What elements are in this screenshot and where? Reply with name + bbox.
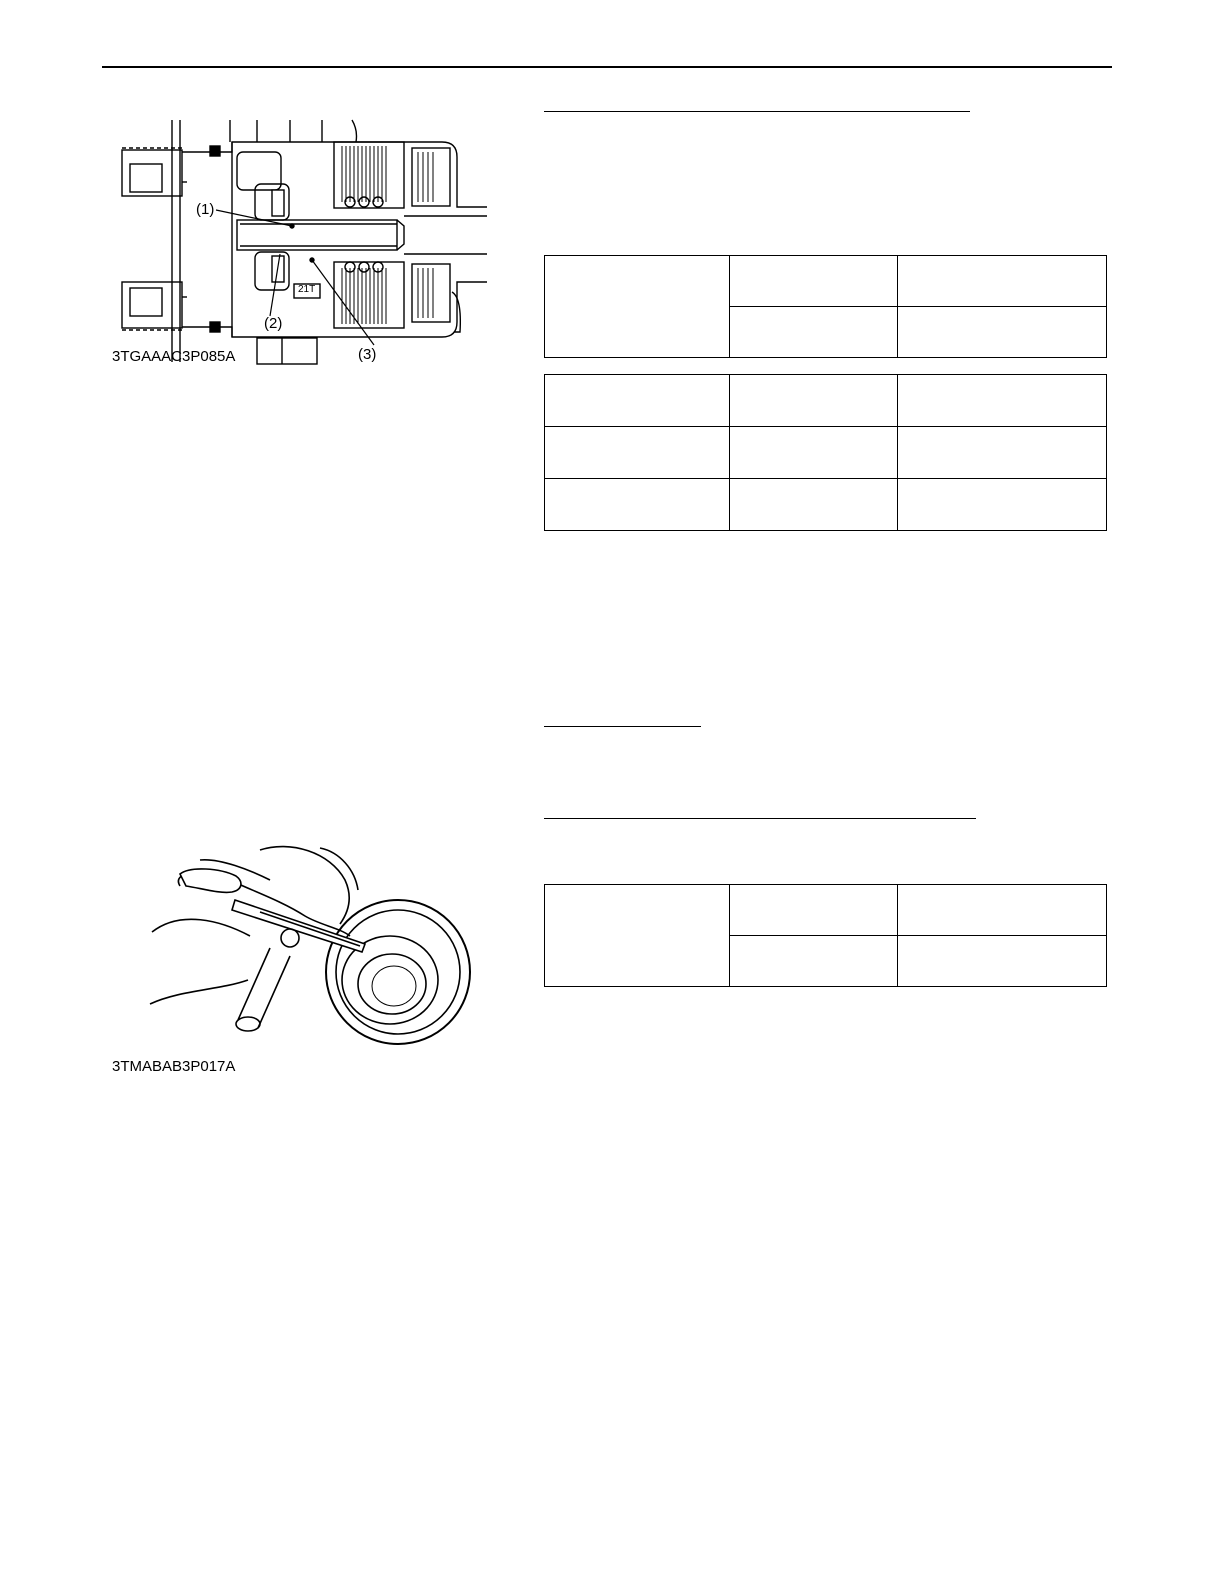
table-2-cell [898,375,1107,427]
table-2-cell [545,427,730,479]
section-heading-rule-3 [544,818,976,819]
table-1-cell [898,307,1107,358]
table-2-cell [545,479,730,531]
callout-2: (2) [264,315,283,332]
table-3-cell [898,936,1107,987]
table-1-item-cell [545,256,730,358]
callout-3: (3) [358,346,377,363]
table-1-cell [898,256,1107,307]
table-2-cell [730,427,898,479]
section-heading-rule-1 [544,111,970,112]
table-3-cell [898,885,1107,936]
cross-section-figure [112,112,492,367]
table-3-cell [730,885,898,936]
gear-check-figure-id: 3TMABAB3P017A [112,1058,236,1075]
callout-1: (1) [196,201,215,218]
spec-table-1 [544,255,1107,358]
spec-table-2 [544,374,1107,531]
gear-teeth-label: 21T [298,284,316,295]
table-2-cell [898,479,1107,531]
table-3-cell [730,936,898,987]
table-2-cell [545,375,730,427]
gear-check-drawing [140,840,485,1060]
cross-section-drawing [112,112,492,367]
table-1-cell [730,307,898,358]
table-2-cell [730,375,898,427]
table-2-cell [898,427,1107,479]
table-3-item-cell [545,885,730,987]
table-2-cell [730,479,898,531]
spec-table-3 [544,884,1107,987]
header-rule [102,66,1112,68]
cross-section-figure-id: 3TGAAAC3P085A [112,348,236,365]
section-heading-rule-2 [544,726,701,727]
gear-check-figure [140,840,485,1060]
table-1-cell [730,256,898,307]
